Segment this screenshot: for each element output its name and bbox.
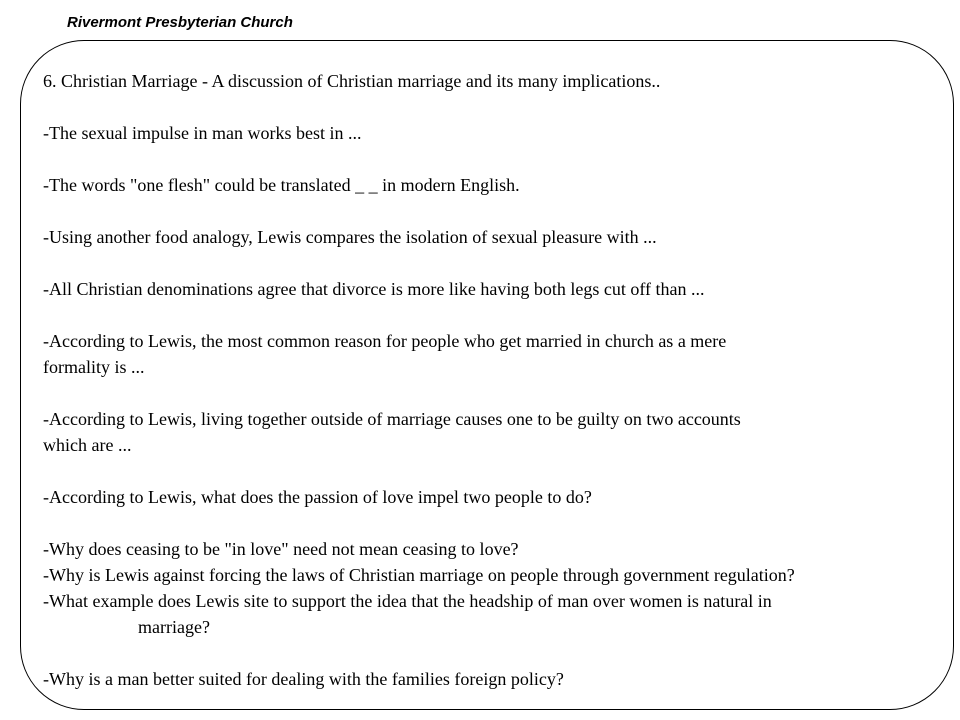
question-headship-line-1: -What example does Lewis site to support the idea that the headship of man over women is natural in	[43, 591, 772, 611]
question-living-together-line-1: -According to Lewis, living together outside of marriage causes one to be guilty on two accounts	[43, 409, 741, 429]
question-sexual-impulse: -The sexual impulse in man works best in ...	[43, 123, 362, 143]
question-church-formality-line-2: formality is ...	[43, 357, 145, 377]
slide-content	[43, 68, 948, 692]
question-church-formality-line-1: -According to Lewis, the most common reason for people who get married in church as a mere	[43, 331, 727, 351]
spacer	[43, 94, 948, 120]
church-name-header: Rivermont Presbyterian Church	[67, 14, 293, 31]
spacer	[43, 198, 948, 224]
spacer	[43, 146, 948, 172]
question-living-together-line-2: which are ...	[43, 435, 132, 455]
spacer	[43, 250, 948, 276]
question-one-flesh: -The words "one flesh" could be translated _ _ in modern English.	[43, 175, 520, 195]
spacer	[43, 302, 948, 328]
question-in-love: -Why does ceasing to be "in love" need not mean ceasing to love?	[43, 539, 519, 559]
question-divorce: -All Christian denominations agree that divorce is more like having both legs cut off than ...	[43, 279, 705, 299]
spacer	[43, 458, 948, 484]
question-government-regulation: -Why is Lewis against forcing the laws of Christian marriage on people through government regulation?	[43, 565, 795, 585]
question-passion-of-love: -According to Lewis, what does the passion of love impel two people to do?	[43, 487, 592, 507]
question-foreign-policy: -Why is a man better suited for dealing with the families foreign policy?	[43, 669, 564, 689]
spacer	[43, 510, 948, 536]
question-food-analogy: -Using another food analogy, Lewis compares the isolation of sexual pleasure with ...	[43, 227, 657, 247]
question-headship-line-2: marriage?	[138, 617, 210, 637]
section-title: 6. Christian Marriage - A discussion of Christian marriage and its many implications..	[43, 71, 661, 91]
spacer	[43, 380, 948, 406]
spacer	[43, 640, 948, 666]
